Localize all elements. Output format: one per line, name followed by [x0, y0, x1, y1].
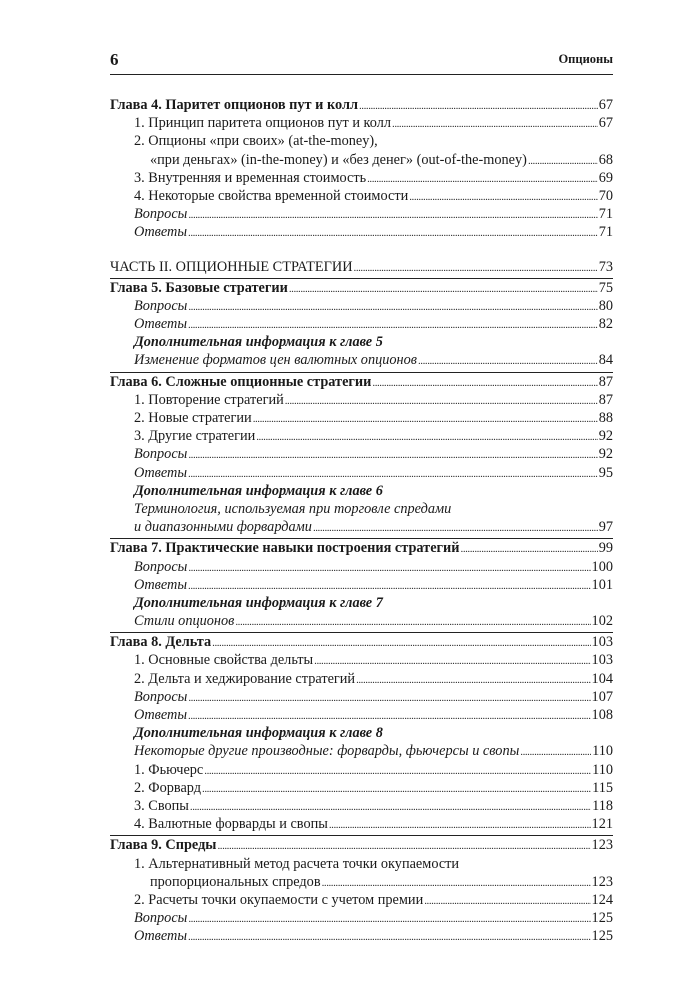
toc-entry-title: «при деньгах» (in-the-money) и «без денег» (out-of-the-money)	[150, 151, 527, 168]
toc-page-number: 123	[591, 837, 613, 854]
toc-page-number: 71	[598, 206, 613, 223]
toc-entry[interactable]	[110, 482, 613, 500]
toc-page-number: 108	[591, 707, 613, 723]
toc-entry[interactable]	[110, 373, 613, 391]
toc-entry-title: Ответы	[134, 316, 188, 333]
toc-page-number: 92	[598, 428, 613, 445]
toc-page-number: 87	[598, 373, 613, 390]
toc-entry[interactable]	[110, 891, 613, 909]
toc-entry-title: 3. Другие стратегии	[134, 428, 256, 445]
toc-entry[interactable]	[110, 742, 613, 760]
toc-entry-title: 2. Расчеты точки окупаемости с учетом премии	[134, 891, 424, 908]
dot-leader	[188, 909, 590, 928]
dot-leader	[372, 373, 597, 392]
toc-entry[interactable]	[110, 612, 613, 630]
toc-entry-title: Глава 8. Дельта	[110, 634, 212, 651]
dot-leader	[392, 114, 598, 133]
toc-entry-title: ЧАСТЬ II. ОПЦИОННЫЕ СТРАТЕГИИ	[110, 258, 353, 275]
toc-entry[interactable]	[110, 187, 613, 205]
toc-entry-title: Дополнительная информация к главе 5	[134, 334, 383, 351]
toc-entry-title: Вопросы	[134, 910, 188, 927]
dot-leader	[188, 927, 591, 946]
dot-leader	[212, 633, 590, 652]
toc-entry-title: Вопросы	[134, 688, 188, 705]
toc-entry[interactable]	[110, 279, 613, 297]
toc-entry[interactable]	[110, 855, 613, 873]
toc-entry-title: пропорциональных спредов	[150, 873, 321, 890]
toc-entry-title: Ответы	[134, 576, 188, 593]
toc-page-number: 104	[591, 670, 613, 687]
toc-entry[interactable]	[110, 576, 613, 594]
toc-entry-title: Глава 9. Спреды	[110, 837, 217, 854]
dot-leader	[188, 445, 597, 464]
dot-leader	[188, 688, 590, 707]
toc-entry-title: 1. Альтернативный метод расчета точки окупаемости	[134, 855, 460, 872]
dot-leader	[188, 464, 598, 483]
toc-entry[interactable]	[110, 670, 613, 688]
dot-leader	[359, 96, 598, 115]
toc-page-number: 125	[591, 928, 613, 945]
toc-page-number: 97	[598, 519, 613, 536]
toc-page-number: 123	[591, 873, 613, 890]
toc-entry[interactable]	[110, 169, 613, 187]
dot-leader	[528, 151, 598, 170]
toc-entry-title: Дополнительная информация к главе 7	[134, 594, 383, 611]
dot-leader	[188, 205, 597, 224]
toc-entry[interactable]	[110, 633, 613, 651]
dot-leader	[204, 761, 591, 780]
dot-leader	[424, 891, 590, 910]
dot-leader	[461, 539, 598, 558]
toc-entry[interactable]	[110, 761, 613, 779]
dot-leader	[520, 742, 591, 761]
toc-entry-title: и диапазонными форвардами	[134, 519, 312, 536]
dot-leader	[313, 518, 598, 537]
toc-entry[interactable]	[110, 464, 613, 482]
toc-entry-title: Дополнительная информация к главе 8	[134, 725, 383, 742]
toc-entry[interactable]	[110, 445, 613, 463]
toc-entry[interactable]	[110, 333, 613, 351]
toc-entry-title: 3. Свопы	[134, 797, 189, 814]
toc-entry-title: Вопросы	[134, 206, 188, 223]
toc-entry[interactable]	[110, 297, 613, 315]
dot-leader	[285, 391, 598, 410]
toc-page-number: 71	[598, 224, 613, 241]
toc-entry-title: Терминология, используемая при торговле спредами	[134, 500, 452, 517]
toc-entry-title: 3. Внутренняя и временная стоимость	[134, 169, 367, 186]
toc-entry[interactable]	[110, 409, 613, 427]
toc-entry[interactable]	[110, 500, 613, 518]
dot-leader	[188, 297, 597, 316]
dot-leader	[188, 706, 591, 725]
toc-entry[interactable]	[110, 724, 613, 742]
dot-leader	[190, 797, 591, 816]
toc-entry-title: Изменение форматов цен валютных опционов	[134, 352, 417, 369]
toc-page-number: 101	[591, 576, 613, 593]
toc-entry[interactable]	[110, 651, 613, 669]
dot-leader	[289, 279, 598, 298]
dot-leader	[253, 409, 598, 428]
dot-leader	[356, 670, 590, 689]
toc-page-number: 75	[598, 279, 613, 296]
dot-leader	[217, 836, 590, 855]
toc-page-number: 69	[598, 169, 613, 186]
toc-entry[interactable]	[110, 688, 613, 706]
toc-page-number: 110	[592, 761, 613, 778]
toc-page-number: 80	[598, 297, 613, 314]
toc-entry-title: Вопросы	[134, 297, 188, 314]
toc-page-number: 118	[592, 797, 613, 814]
toc-entry[interactable]	[110, 351, 613, 369]
page-number: 6	[110, 50, 119, 69]
dot-leader	[409, 187, 597, 206]
toc-entry-title: Глава 4. Паритет опционов пут и колл	[110, 97, 358, 113]
toc-entry-title: 2. Опционы «при своих» (at-the-money),	[134, 133, 378, 150]
toc-entry[interactable]	[110, 518, 613, 536]
toc-page-number: 103	[591, 652, 613, 669]
dot-leader	[329, 815, 591, 834]
dot-leader	[418, 351, 598, 370]
toc-entry-title: 4. Некоторые свойства временной стоимости	[134, 187, 409, 204]
toc-entry-title: Дополнительная информация к главе 6	[134, 482, 383, 499]
toc-entry-title: 1. Основные свойства дельты	[134, 652, 314, 669]
toc-page-number: 121	[591, 816, 613, 833]
toc-entry[interactable]	[110, 151, 613, 169]
toc-entry[interactable]	[110, 706, 613, 724]
toc-page-number: 87	[598, 391, 613, 408]
toc-entry[interactable]	[110, 315, 613, 333]
toc-page-number: 99	[598, 540, 613, 557]
dot-leader	[256, 427, 597, 446]
toc-page-number: 67	[598, 97, 613, 113]
toc-page-number: 70	[598, 187, 613, 204]
toc-entry-title: Некоторые другие производные: форварды, фьючерсы и свопы	[134, 743, 520, 760]
dot-leader	[188, 576, 591, 595]
toc-entry-title: Стили опционов	[134, 613, 235, 630]
toc-page-number: 124	[591, 891, 613, 908]
toc-page-number: 68	[598, 151, 613, 168]
toc-entry-title: Глава 5. Базовые стратегии	[110, 279, 288, 296]
toc-entry-title: Ответы	[134, 928, 188, 945]
toc-page-number: 107	[591, 688, 613, 705]
toc-entry[interactable]	[110, 427, 613, 445]
toc-entry[interactable]	[110, 779, 613, 797]
toc-page-number: 67	[598, 115, 613, 132]
toc-page-number: 102	[591, 613, 613, 630]
toc-entry[interactable]	[110, 258, 613, 276]
toc-entry[interactable]	[110, 223, 613, 241]
toc-entry-title: Вопросы	[134, 558, 188, 575]
toc-entry[interactable]	[110, 132, 613, 150]
toc-entry[interactable]	[110, 539, 613, 557]
toc-page-number: 84	[598, 352, 613, 369]
toc-entry[interactable]	[110, 909, 613, 927]
dot-leader	[188, 558, 590, 577]
toc-page-number: 88	[598, 410, 613, 426]
running-title: Опционы	[558, 52, 613, 66]
dot-leader	[188, 315, 598, 334]
toc-page-number: 110	[592, 743, 613, 760]
section-gap	[110, 242, 613, 258]
running-header	[110, 48, 613, 75]
toc-entry-title: 2. Форвард	[134, 779, 202, 796]
toc-page-number: 95	[598, 464, 613, 481]
toc-entry-title: 2. Новые стратегии	[134, 410, 252, 426]
toc-entry-title: 1. Принцип паритета опционов пут и колл	[134, 115, 392, 132]
toc-entry[interactable]	[110, 391, 613, 409]
table-of-contents	[110, 96, 613, 945]
toc-page-number: 92	[598, 446, 613, 463]
toc-entry[interactable]	[110, 96, 613, 114]
dot-leader	[322, 873, 591, 892]
toc-entry[interactable]	[110, 558, 613, 576]
dot-leader	[314, 651, 590, 670]
toc-entry-title: 4. Валютные форварды и свопы	[134, 816, 328, 833]
toc-entry[interactable]	[110, 815, 613, 833]
toc-page-number: 125	[591, 910, 613, 927]
toc-page-number: 115	[592, 779, 613, 796]
toc-entry-title: Ответы	[134, 224, 188, 241]
dot-leader	[202, 779, 591, 798]
dot-leader	[354, 258, 598, 277]
toc-entry[interactable]	[110, 594, 613, 612]
toc-entry-title: Ответы	[134, 464, 188, 481]
toc-entry[interactable]	[110, 873, 613, 891]
toc-entry-title: Глава 6. Сложные опционные стратегии	[110, 373, 372, 390]
toc-entry-title: 2. Дельта и хеджирование стратегий	[134, 670, 356, 687]
toc-entry[interactable]	[110, 114, 613, 132]
dot-leader	[367, 169, 598, 188]
toc-entry-title: 1. Фьючерс	[134, 761, 204, 778]
toc-entry[interactable]	[110, 927, 613, 945]
toc-page-number: 100	[591, 558, 613, 575]
toc-page-number: 73	[598, 258, 613, 275]
toc-entry[interactable]	[110, 205, 613, 223]
toc-entry-title: Глава 7. Практические навыки построения стратегий	[110, 540, 460, 557]
toc-entry[interactable]	[110, 836, 613, 854]
toc-entry-title: Вопросы	[134, 446, 188, 463]
toc-entry-title: Ответы	[134, 707, 188, 723]
toc-page-number: 82	[598, 316, 613, 333]
toc-entry[interactable]	[110, 797, 613, 815]
dot-leader	[235, 612, 590, 631]
toc-page-number: 103	[591, 634, 613, 651]
toc-entry-title: 1. Повторение стратегий	[134, 391, 284, 408]
dot-leader	[188, 223, 598, 242]
